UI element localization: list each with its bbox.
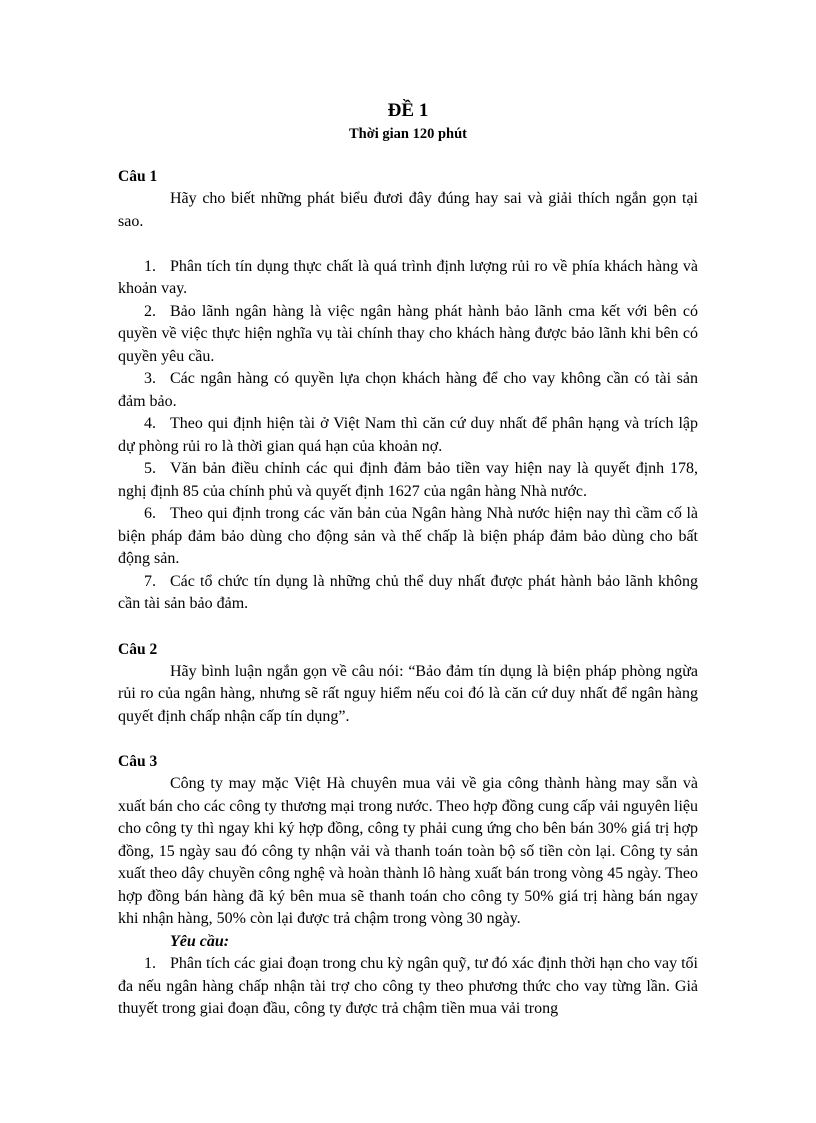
requirements-list [118, 953, 698, 1021]
question-2-text: Hãy bình luận ngắn gọn về câu nói: “Bảo đảm tín dụng là biện pháp phòng ngừa rủi ro của ngân hàng, nhưng sẽ rất nguy hiểm nếu coi đó là căn cứ duy nhất để ngân hàng quyết định chấp nhận cấp tín dụng”. [118, 662, 698, 725]
list-item [118, 571, 698, 616]
list-item-number: 1. [144, 955, 156, 972]
list-item [118, 503, 698, 571]
question-2-heading: Câu 2 [118, 640, 158, 658]
list-item-number: 1. [144, 257, 156, 275]
list-item-text: Các tổ chức tín dụng là những chủ thể duy nhất được phát hành bảo lãnh không cần tài sản bảo đảm. [118, 572, 698, 612]
question-2 [118, 639, 698, 729]
list-item [118, 458, 698, 503]
question-3-heading: Câu 3 [118, 753, 158, 770]
list-item-text: Văn bản điều chỉnh các qui định đảm bảo tiền vay hiện nay là quyết định 178, nghị định 85 của chính phủ và quyết định 1627 của ngân hàng Nhà nước. [118, 460, 698, 500]
list-item-number: 5. [144, 460, 156, 477]
list-item-text: Theo qui định trong các văn bản của Ngân hàng Nhà nước hiện nay thì cầm cố là biện pháp đảm bảo dùng cho động sản và thế chấp là biện pháp đảm bảo dùng cho bất động sản. [118, 505, 698, 567]
list-item-number: 2. [144, 302, 156, 320]
list-item [118, 301, 698, 369]
question-1-heading: Câu 1 [118, 168, 158, 185]
exam-duration: Thời gian 120 phút [348, 126, 468, 142]
list-item-number: 3. [144, 370, 156, 387]
exam-page [118, 98, 698, 1021]
list-item-text: Phân tích các giai đoạn trong chu kỳ ngân quỹ, tư đó xác định thời hạn cho vay tối đa nếu ngân hàng chấp nhận tài trợ cho công ty theo phương thức cho vay từng lần. Giả thuyết trong giai đoạn đầu, công ty được trả chậm tiền mua vải trong [118, 955, 698, 1017]
list-item [118, 953, 698, 1021]
question-1 [118, 166, 698, 616]
list-item [118, 413, 698, 458]
question-1-intro: Hãy cho biết những phát biểu đươi đây đúng hay sai và giải thích ngắn gọn tại sao. [118, 190, 698, 230]
list-item-text: Theo qui định hiện tài ở Việt Nam thì căn cứ duy nhất để phân hạng và trích lập dự phòng rủi ro là thời gian quá hạn của khoản nợ. [118, 415, 698, 455]
list-item [118, 256, 698, 301]
list-item-text: Bảo lãnh ngân hàng là việc ngân hàng phát hành bảo lãnh cma kết với bên có quyền về việc thực hiện nghĩa vụ tài chính thay cho khách hàng được bảo lãnh khi bên có quyền yêu cầu. [118, 302, 698, 365]
list-item [118, 368, 698, 413]
question-1-statements [118, 256, 698, 616]
list-item-text: Các ngân hàng có quyền lựa chọn khách hàng để cho vay không cần có tài sản đảm bảo. [118, 370, 698, 410]
list-item-number: 4. [144, 415, 156, 432]
question-3 [118, 751, 698, 1021]
question-3-text: Công ty may mặc Việt Hà chuyên mua vải về gia công thành hàng may sẵn và xuất bán cho các công ty thương mại trong nước. Theo hợp đồng cung cấp vải nguyên liệu cho công ty thì ngay khi ký hợp đồng, công ty phải cung ứng cho bên bán 30% giá trị hợp đồng, 15 ngày sau đó công ty nhận vải và thanh toán toàn bộ số tiền còn lại. Công ty sản xuất theo dây chuyền công nghệ và hoàn thành lô hàng xuất bán trong vòng 45 ngày. Theo hợp đồng bán hàng đã ký bên mua sẽ thanh toán cho công ty 50% giá trị hàng bán ngay khi nhận hàng, 50% còn lại được trả chậm trong vòng 30 ngày. [118, 775, 698, 927]
list-item-number: 6. [144, 505, 156, 522]
list-item-number: 7. [144, 572, 156, 590]
exam-title: ĐỀ 1 [387, 100, 429, 121]
requirements-heading: Yêu cầu: [170, 932, 230, 950]
list-item-text: Phân tích tín dụng thực chất là quá trình định lượng rủi ro về phía khách hàng và khoản vay. [118, 257, 698, 297]
